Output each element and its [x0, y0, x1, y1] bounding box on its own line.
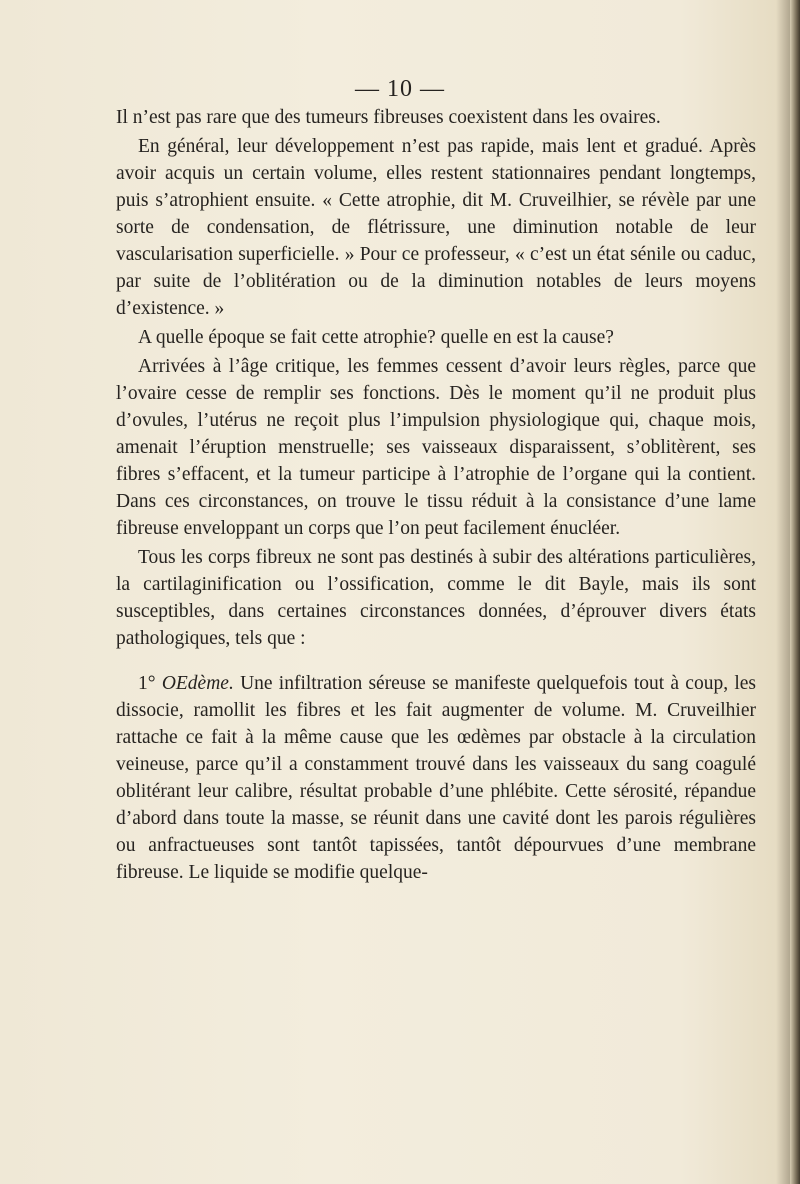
- paragraph-3: A quelle époque se fait cette atrophie? quelle en est la cause?: [138, 327, 614, 348]
- item-title: OEdème.: [161, 673, 234, 694]
- paragraph-4: Arrivées à l’âge critique, les femmes cessent d’avoir leurs règles, parce que l’ovaire cesse de remplir ses fonctions. Dès le moment qu’il ne produit plus d’ovules, l’utérus ne reçoit plus l’impulsion physiologique qui, chaque mois, amenait l’éruption menstruelle; ses vaisseaux disparaissent, s’oblitèrent, ses fibres s’effacent, et la tumeur participe à l’atrophie de l’organe qui la contient. Dans ces circonstances, on trouve le tissu réduit à la consistance d’une lame fibreuse enveloppant un corps que l’on peut facilement énucléer.: [116, 356, 756, 539]
- paragraph-2: En général, leur développement n’est pas rapide, mais lent et gradué. Après avoir acquis un certain volume, elles restent stationnaires pendant longtemps, puis s’atrophient ensuite. « Cette atrophie, dit M. Cruveilhier, se révèle par une sorte de condensation, de flétrissure, une diminution notable de leur vascularisation superficielle. » Pour ce professeur, « c’est un état sénile ou caduc, par suite de l’oblitération ou de la diminution notables de leurs moyens d’existence. »: [116, 136, 756, 319]
- body-text: [116, 104, 756, 886]
- item-number: 1°: [138, 673, 156, 694]
- item-text: Une infiltration séreuse se manifeste quelquefois tout à coup, les dissocie, ramollit les fibres et les fait augmenter de volume. M. Cruveilhier rattache ce fait à la même cause que les œdèmes par obstacle à la circulation veineuse, parce qu’il a constamment trouvé dans les vaisseaux du sang coagulé oblitérant leur calibre, résultat probable d’une phlébite. Cette sérosité, répandue d’abord dans toute la masse, se réunit dans une cavité dont les parois régulières ou anfractueuses sont tantôt tapissées, tantôt dépourvues d’une membrane fibreuse. Le liquide se modifie quelque-: [116, 673, 756, 883]
- list-item-oedeme: [116, 670, 756, 886]
- page-edge-shadow: [790, 0, 800, 1184]
- paragraph-5: Tous les corps fibreux ne sont pas destinés à subir des altérations particulières, la cartilaginification ou l’ossification, comme le dit Bayle, mais ils sont susceptibles, dans certaines circonstances données, d’éprouver divers états pathologiques, tels que :: [116, 547, 756, 649]
- paragraph-1: Il n’est pas rare que des tumeurs fibreuses coexistent dans les ovaires.: [116, 107, 661, 128]
- page-number: — 10 —: [355, 76, 445, 102]
